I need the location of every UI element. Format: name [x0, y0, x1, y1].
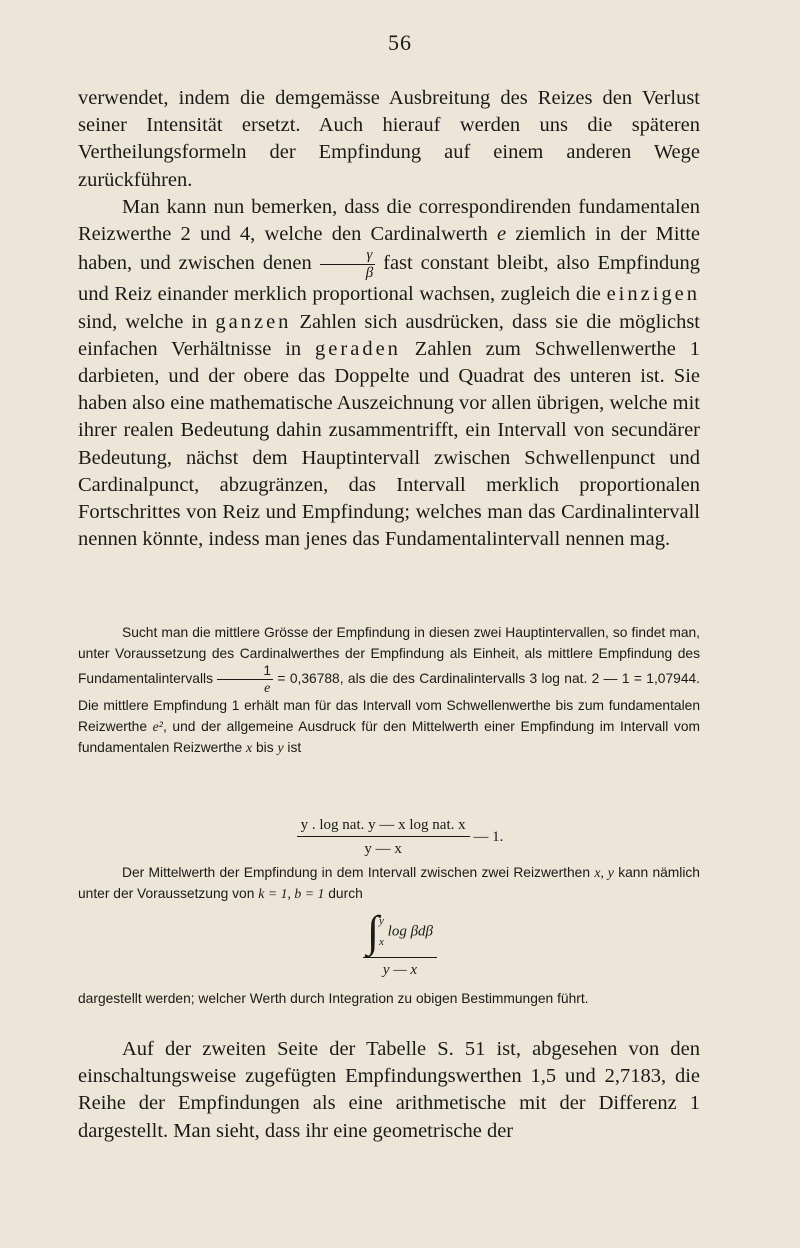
para2-f: Zahlen sich ausdrücken, dass sie die möglichst einfachen Verhältnisse in	[78, 310, 700, 360]
footnote-1	[78, 622, 700, 759]
note2-a: Der Mittelwerth der Empfindung in dem Intervall zwischen zwei Reizwerthen	[122, 865, 591, 880]
note2-condition: k = 1, b = 1	[258, 886, 325, 902]
formula-1-tail: — 1.	[473, 828, 504, 845]
integral-sign: ∫	[366, 907, 380, 956]
note1-e-squared: e²	[152, 719, 163, 735]
para2-g: Zahlen zum Schwellenwerthe 1 darbieten, und der obere das Doppelte und Quadrat des unteren ist. Sie haben also eine mathematische Auszeichnung vor allen übrigen, welche mit ihrer realen Bedeutung dahin zusammentrifft, ein Intervall von secundärer Bedeutung, nächst dem Hauptintervall zwischen Schwellenpunct und Cardinalpunct, abzugränzen, das Intervall merklich proportionalen Fortschrittes von Reiz und Empfindung; welches man das Cardinalintervall nennen könnte, indess man jenes das Fundamentalintervall nennen mag.	[78, 337, 701, 551]
formula-mean-value	[0, 818, 800, 857]
para2-b: ziemlich in der Mitte haben, und zwischen denen	[78, 223, 701, 275]
para2-spaced-3: geraden	[315, 337, 401, 360]
para2-d: sind, welche in	[78, 310, 208, 333]
note1-bis: bis	[255, 740, 274, 756]
note1-x: x	[245, 740, 253, 756]
formula-1-fraction: $\frac{\text{y . log nat. y — x log nat. x}}{y — x}$	[297, 818, 470, 857]
note3-text: dargestellt werden; welcher Werth durch Integration zu obigen Bestimmungen führt.	[78, 991, 589, 1006]
gamma-over-beta: $\frac{\gamma}{\beta}$	[320, 248, 375, 281]
paragraph-3-text: Auf der zweiten Seite der Tabelle S. 51 ist, abgesehen von den einschaltungsweise zugefügten Empfindungswerthen 1,5 und 2,7183, die Reihe der Empfindungen als eine arithmetische mit der Differenz 1 dargestellt. Man sieht, dass ihr eine geometrische der	[78, 1038, 700, 1142]
page-number: 56	[388, 30, 412, 55]
note1-ist: ist	[287, 740, 302, 756]
para2-spaced-1: einzigen	[606, 283, 701, 306]
para2-spaced-2: ganzen	[215, 310, 292, 333]
formula-2-fraction: ∫y x log βdβ y — x	[363, 910, 437, 978]
note1-y: y	[277, 740, 284, 756]
footnote-2	[78, 862, 700, 904]
one-over-e: $\frac{1}{e}$	[217, 664, 273, 695]
note1-b: = 0,36788, als die des Cardinalintervalls 3 log nat. 2 — 1 = 1,07944. Die mittlere Empfindung 1 erhält man für das Intervall vom Schwellenwerthe bis zum fundamentalen Reizwerthe	[78, 671, 700, 735]
paragraph-1-text: verwendet, indem die demgemässe Ausbreitung des Reizes den Verlust seiner Intensität ersetzt. Auch hierauf werden uns die späteren Vertheilungsformeln der Empfindung auf einem anderen Wege zurückführen.	[78, 87, 700, 191]
paragraph-2	[78, 194, 700, 553]
paragraph-3	[78, 1036, 700, 1145]
para2-e: e	[497, 223, 507, 246]
note2-c: durch	[328, 886, 363, 902]
para2-c: fast constant bleibt, also Empfindung und Reiz einander merklich proportional wachsen, zugleich die	[78, 252, 701, 306]
integral-lower-limit: x	[379, 936, 384, 948]
formula-integral	[0, 907, 800, 978]
integral-upper-limit: y	[379, 915, 384, 928]
note2-vars: x, y	[594, 865, 614, 880]
footnote-3	[78, 988, 700, 1009]
note1-a: Sucht man die mittlere Grösse der Empfindung in diesen zwei Hauptintervallen, so findet man, unter Voraussetzung des Cardinalwerthes der Empfindung als Einheit, als mittlere Empfindung des Fundamentalintervalls	[78, 625, 700, 687]
paragraph-1	[78, 85, 700, 194]
note1-c: , und der allgemeine Ausdruck für den Mittelwerth einer Empfindung im Intervall vom fundamentalen Reizwerthe	[78, 719, 700, 756]
para2-a: Man kann nun bemerken, dass die correspondirenden fundamentalen Reizwerthe 2 und 4, welche den Cardinalwerth	[78, 196, 700, 246]
note2-b: kann nämlich unter der Voraussetzung von	[78, 865, 700, 902]
integrand: log βdβ	[387, 923, 434, 940]
